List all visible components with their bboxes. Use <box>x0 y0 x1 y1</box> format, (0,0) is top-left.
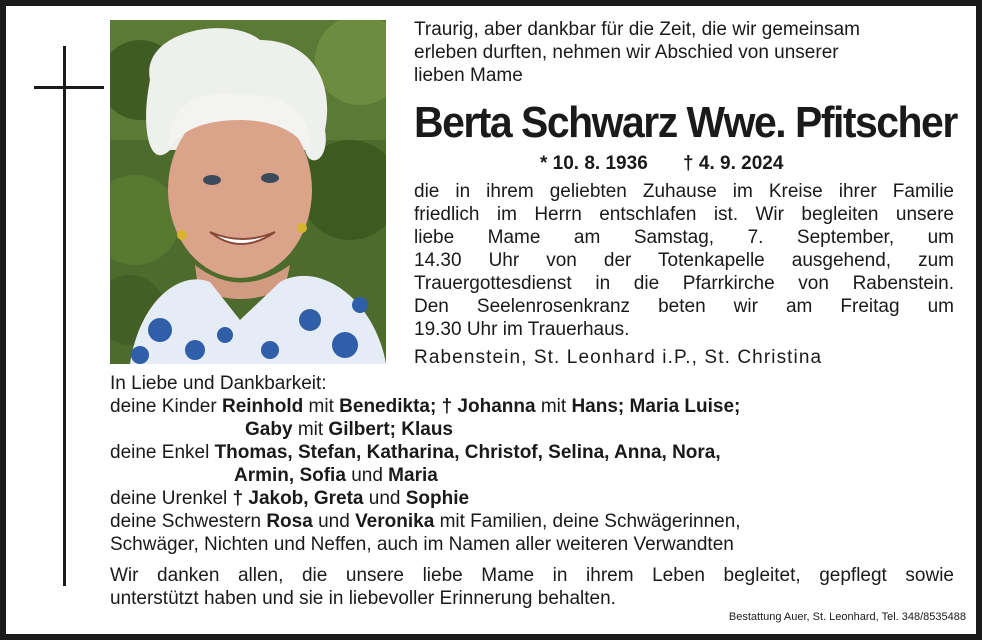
thanks-line: Wir danken allen, die unsere liebe Mame in ihrem Leben begleitet, gepflegt sowie <box>110 565 954 586</box>
intro-line: lieben Mame <box>414 65 523 86</box>
grandchildren-names: Maria <box>388 465 438 486</box>
connector-text: mit <box>540 396 567 417</box>
deceased-name: Berta Schwarz Wwe. Pfitscher <box>414 98 957 147</box>
intro-text <box>414 18 954 87</box>
sister-name: Veronika <box>355 511 435 532</box>
thanks-line: unterstützt haben und sie in liebevoller Erinnerung behalten. <box>110 588 616 609</box>
funeral-details-line: liebe Mame am Samstag, 7. September, um <box>414 227 954 248</box>
funeral-details-line: 14.30 Uhr von der Totenkapelle ausgehend, zum <box>414 250 954 271</box>
connector-text: mit <box>308 396 334 417</box>
sisters-line <box>110 510 970 533</box>
children-label: deine Kinder <box>110 396 217 417</box>
portrait-photo <box>110 20 386 364</box>
relatives-line: Schwäger, Nichten und Neffen, auch im Namen aller weiteren Verwandten <box>110 534 734 555</box>
funeral-details-line: die in ihrem geliebten Zuhause im Kreise ihrer Familie <box>414 181 954 202</box>
grandchildren-label: deine Enkel <box>110 442 210 463</box>
death-date: † 4. 9. 2024 <box>683 153 784 174</box>
sisters-rest: mit Familien, deine Schwägerinnen, <box>439 511 741 532</box>
funeral-details-line: friedlich im Herrn entschlafen ist. Wir begleiten unsere <box>414 204 954 225</box>
funeral-details <box>414 180 954 341</box>
life-dates <box>540 152 783 176</box>
family-list <box>110 372 970 556</box>
children-line <box>110 395 970 418</box>
connector-text: und <box>318 511 350 532</box>
funeral-details-line: 19.30 Uhr im Trauerhaus. <box>414 319 630 340</box>
child-name: Reinhold <box>221 396 304 417</box>
funeral-details-line: Trauergottesdienst in die Pfarrkirche von Rabenstein. <box>414 273 954 294</box>
places-line: Rabenstein, St. Leonhard i.P., St. Christina <box>414 347 823 368</box>
connector-text: und <box>368 488 401 509</box>
partner-name: Gilbert; Klaus <box>328 419 453 440</box>
greatgrandchildren-label: deine Urenkel <box>110 488 228 509</box>
sisters-label: deine Schwestern <box>110 511 262 532</box>
intro-line: Traurig, aber dankbar für die Zeit, die wir gemeinsam <box>414 19 860 40</box>
connector-text: und <box>351 465 383 486</box>
grandchildren-names: Thomas, Stefan, Katharina, Christof, Selina, Anna, Nora, <box>214 442 721 463</box>
connector-text: mit <box>297 419 324 440</box>
cross-horizontal-bar <box>34 86 104 89</box>
grandchildren-line <box>110 441 970 464</box>
child-name: Gaby <box>245 419 293 440</box>
cross-vertical-bar <box>63 46 66 586</box>
thanks-text <box>110 564 954 610</box>
grandchildren-names: Armin, Sofia <box>234 465 346 486</box>
grandchildren-line-2 <box>110 464 970 487</box>
intro-line: erleben durften, nehmen wir Abschied von unserer <box>414 42 839 63</box>
children-line-2 <box>110 418 970 441</box>
partner-name: Hans; Maria Luise; <box>571 396 741 417</box>
birth-date: * 10. 8. 1936 <box>540 153 648 174</box>
greatgrandchildren-names: † Jakob, Greta <box>232 488 364 509</box>
partner-name: Benedikta; † Johanna <box>339 396 536 417</box>
greatgrandchildren-line <box>110 487 970 510</box>
funeral-home-footer: Bestattung Auer, St. Leonhard, Tel. 348/8535488 <box>728 611 966 623</box>
sister-name: Rosa <box>266 511 313 532</box>
funeral-details-line: Den Seelenrosenkranz beten wir am Freitag um <box>414 296 954 317</box>
greatgrandchildren-names: Sophie <box>405 488 470 509</box>
family-heading: In Liebe und Dankbarkeit: <box>110 373 327 394</box>
